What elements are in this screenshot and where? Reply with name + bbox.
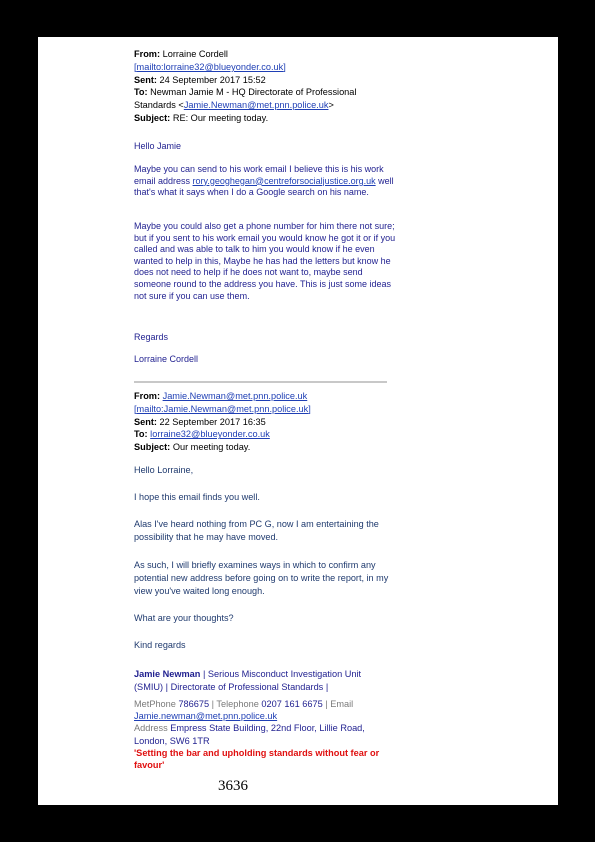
orig-kind-regards: Kind regards (134, 640, 186, 650)
metphone-value: 786675 (175, 699, 212, 709)
address-value: Empress State Building, 22nd Floor, Lillie Road, London, SW6 1TR (134, 723, 365, 746)
reply-regards: Regards (134, 332, 169, 342)
orig-to-label: To: (134, 429, 148, 440)
orig-subject-label: Subject: (134, 442, 171, 453)
orig-from-email-link[interactable]: Jamie.Newman@met.pnn.police.uk (162, 391, 308, 401)
orig-paragraph-4: What are your thoughts? (134, 613, 234, 623)
motto: 'Setting the bar and upholding standards without fear or favour' (134, 747, 380, 771)
divider (134, 381, 387, 383)
orig-greeting: Hello Lorraine, (134, 465, 194, 475)
orig-paragraph-1: I hope this email finds you well. (134, 492, 260, 502)
reply-para1-tail: well that's what it says when I do a Google search on his name. (134, 175, 394, 198)
sig-unit: | Serious Misconduct Investigation Unit (SMIU) | Directorate of Professional Standards | (134, 669, 362, 692)
reply-signature: Lorraine Cordell (134, 354, 199, 364)
from-name: Lorraine Cordell (162, 49, 228, 59)
from-label: From: (134, 49, 161, 59)
reply-header (134, 48, 396, 125)
to-label: To: (134, 87, 148, 98)
to-value: Newman Jamie M - HQ Directorate of Professional Standards < (134, 87, 357, 111)
orig-sent-value: 22 September 2017 16:35 (159, 416, 266, 427)
from-mailto-link[interactable]: [mailto:lorraine32@blueyonder.co.uk] (134, 61, 286, 72)
subject-label: Subject: (134, 112, 171, 123)
reply-greeting: Hello Jamie (134, 141, 182, 151)
orig-paragraph-3: As such, I will briefly examines ways in which to confirm any potential new address before going on to write the report, in my view you've waited long enough. (134, 560, 389, 597)
orig-from-mailto-link[interactable]: [mailto:Jamie.Newman@met.pnn.police.uk] (134, 403, 311, 414)
sig-contact (134, 698, 392, 771)
original-header (134, 390, 396, 454)
subject-value: RE: Our meeting today. (172, 112, 269, 123)
sig-name: Jamie Newman (134, 669, 201, 679)
orig-to-email-link[interactable]: lorraine32@blueyonder.co.uk (150, 429, 270, 440)
reply-paragraph-2: Maybe you could also get a phone number for him there not sure; but if you sent to his work email you would know he got it or if you called and was able to talk to him you would know if he even wanted to help in this, Maybe he has had the letters but know he does not need to help if he does not want to, maybe send someone round to the address you have. This is just some ideas not sure if you can use them. (134, 221, 396, 301)
sig-email-link[interactable]: Jamie.newman@met.pnn.police.uk (134, 711, 278, 722)
rory-email-link[interactable]: rory.geoghegan@centreforsocialjustice.org.uk (192, 175, 376, 186)
reply-para1-text: Maybe you can send to his work email I believe this is his work email address (134, 164, 384, 186)
sent-label: Sent: (134, 74, 157, 85)
orig-paragraph-2: Alas I've heard nothing from PC G, now I am entertaining the possibility that he may have moved. (134, 519, 379, 543)
to-close: > (328, 100, 334, 111)
telephone-value: 0207 161 6675 (258, 699, 326, 709)
orig-sent-label: Sent: (134, 416, 157, 427)
reply-paragraph-1 (134, 164, 396, 199)
metphone-label: MetPhone (134, 699, 176, 709)
address-label: Address (134, 723, 168, 734)
orig-signature-block (134, 668, 392, 694)
page-number: 3636 (218, 778, 248, 794)
orig-subject-value: Our meeting today. (172, 442, 251, 453)
sent-value: 24 September 2017 15:52 (159, 74, 266, 85)
to-email-link[interactable]: Jamie.Newman@met.pnn.police.uk (183, 100, 329, 111)
email-label: | Email (325, 699, 354, 709)
orig-from-label: From: (134, 391, 161, 401)
telephone-label: | Telephone (211, 699, 259, 709)
